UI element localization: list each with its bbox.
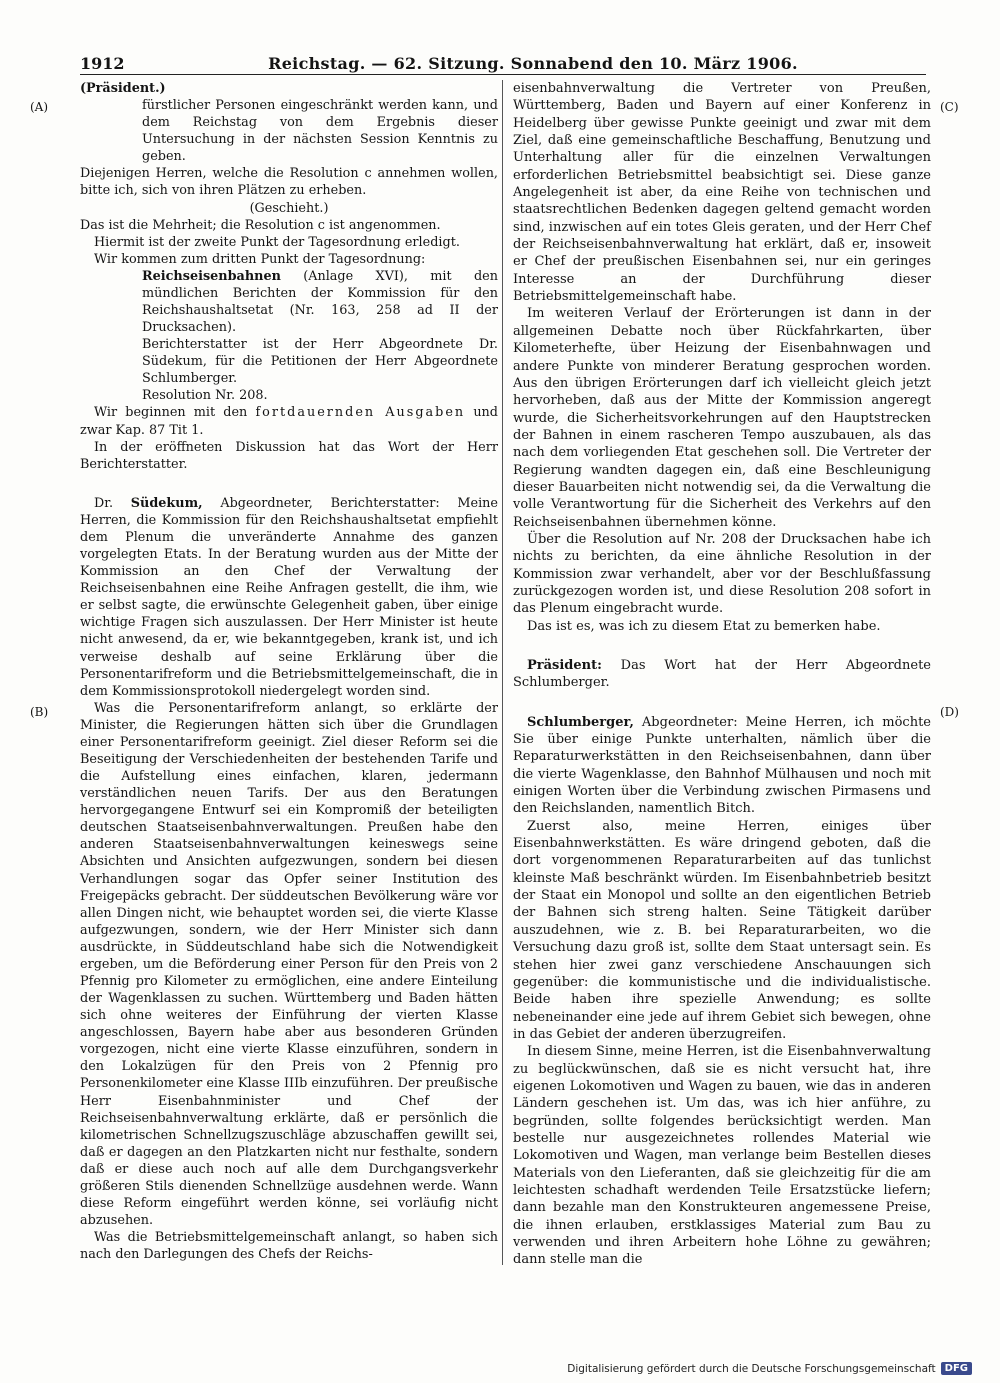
column-divider — [502, 80, 503, 1265]
left-column — [80, 80, 498, 1263]
speech-paragraph: Dr. Südekum, Abgeordneter, Berichterstatter: Meine Herren, die Kommission für den Reichshaushaltsetat empfiehlt dem Plenum die unveränderte Annahme des ganzen vorgelegten Etats. In der Beratung wurden aus der Mitte der Kommission an den Chef der Verwaltung der Reichseisenbahnen eine Reihe Anfragen gestellt, die ihm, wie er selbst sagte, die erwünschte Gelegenheit gaben, über einige wichtige Fragen sich auszulassen. Der Herr Minister ist heute nicht anwesend, da er, wie bekanntgegeben, krank ist, und ich verweise deshalb auf seine Erklärung über die Personentarifreform und die Betriebsmittelgemeinschaft, die in dem Kommissionsprotokoll niedergelegt worden sind. — [80, 495, 498, 699]
footer — [567, 1362, 972, 1375]
paragraph: Diejenigen Herren, welche die Resolution c annehmen wollen, bitte ich, sich von ihren Plätzen zu erheben. — [80, 166, 498, 199]
paragraph: Das ist es, was ich zu diesem Etat zu bemerken habe. — [527, 618, 881, 634]
margin-mark-a: (A) — [30, 100, 49, 114]
running-title: Reichstag. — 62. Sitzung. Sonnabend den 10. März 1906. — [268, 54, 798, 73]
paragraph: Zuerst also, meine Herren, einiges über Eisenbahnwerkstätten. Es wäre dringend geboten, daß die dort vorgenommenen Reparaturarbeiten auf das tunlichst kleinste Maß beschränkt würden. Im Eisenbahnbetrieb besitzt der Staat ein Monopol und sollte an den eigentlichen Betrieb der Bahnen sich streng halten. Seine Tätigkeit darüber auszudehnen, wie z. B. bei Reparaturarbeiten, wo die Versuchung dazu groß ist, sollte dem Staat untersagt sein. Es stehen hier zwei ganz verschiedene Anschauungen sich gegenüber: die kommunistische und die individualistische. Beide haben ihre spezielle Anwendung; es sollte nebeneinander eine jede auf ihrem Gebiet sich bewegen, ohne in das Gebiet der anderen überzugreifen. — [513, 818, 931, 1042]
paragraph: In diesem Sinne, meine Herren, ist die Eisenbahnverwaltung zu beglückwünschen, daß sie es nicht versucht hat, ihre eigenen Lokomotiven und Wagen zu bauen, wie das in anderen Ländern geschehen ist. Um das, was ich hier anführe, zu begründen, sollte folgendes berücksichtigt werden. Man bestelle nur ausgezeichnetes rollendes Material wie Lokomotiven und Wagen, man verlange beim Bestellen dieses Materials von den Lieferanten, daß sie gleichzeitig für die am leichtesten schadhaft werdenden Teile Ersatzstücke liefern; dann bezahle man den Konstrukteuren angemessene Preise, die ihnen erlauben, erstklassiges Material zum Bau zu verwenden und ihren Arbeitern hohe Löhne zu gewähren; dann stelle man die — [513, 1044, 931, 1268]
paragraph: Hiermit ist der zweite Punkt der Tagesordnung erledigt. — [94, 234, 460, 250]
paragraph: In der eröffneten Diskussion hat das Wort der Herr Berichterstatter. — [80, 439, 498, 472]
paragraph: Das ist die Mehrheit; die Resolution c ist angenommen. — [80, 217, 441, 233]
paragraph: Resolution Nr. 208. — [142, 388, 268, 404]
paragraph: Was die Betriebsmittelgemeinschaft anlangt, so haben sich nach den Darlegungen des Chefs der Reichs- — [80, 1230, 498, 1263]
paragraph: Wir beginnen mit den fortdauernden Ausgaben und zwar Kap. 87 Tit 1. — [80, 405, 498, 438]
paragraph: Berichterstatter ist der Herr Abgeordnete Dr. Südekum, für die Petitionen der Herr Abgeordnete Schlumberger. — [142, 337, 498, 387]
funding-note: Digitalisierung gefördert durch die Deutsche Forschungsgemeinschaft — [567, 1362, 936, 1375]
paragraph: Wir kommen zum dritten Punkt der Tagesordnung: — [94, 251, 426, 267]
speaker-name: Präsident: — [527, 658, 602, 673]
paragraph: Über die Resolution auf Nr. 208 der Drucksachen habe ich nichts zu berichten, da eine ähnliche Resolution in der Kommission zwar verhandelt, aber vor der Beschlußfassung zurückgezogen worden ist, und diese Resolution 208 sofort in das Plenum eingebracht wurde. — [513, 531, 931, 617]
agenda-item-title: Reichseisenbahnen — [142, 268, 281, 284]
paragraph: fürstlicher Personen eingeschränkt werden kann, und dem Reichstag von dem Ergebnis dieser Untersuchung in der nächsten Session Kenntnis zu geben. — [142, 98, 498, 165]
speaker-label: (Präsident.) — [80, 81, 166, 96]
speech-paragraph: Schlumberger, Abgeordneter: Meine Herren, ich möchte Sie über einige Punkte unterhalten, nämlich über die Reparaturwerkstätten in den Reichseisenbahnen, dann über die vierte Wagenklasse, den Bahnhof Mülhausen und noch mit einigen Worten über die Verbindung zwischen Pirmasens und den Reichslanden, namentlich Bitch. — [513, 714, 931, 817]
paragraph: eisenbahnverwaltung die Vertreter von Preußen, Württemberg, Baden und Bayern auf einer Konferenz in Heidelberg über gewisse Punkte geeinigt und zwar mit dem Ziel, daß eine gemeinschaftliche Beschaffung, Benutzung und Unterhaltung aller für die einzelnen Verwaltungen erforderlichen Betriebsmittel beabsichtigt sei. Diese ganze Angelegenheit ist aber, da eine Reihe von technischen und staatsrechtlichen Bedenken dagegen geltend gemacht worden sind, inzwischen auf ein totes Gleis geraten, und der Herr Chef der Reichseisenbahnverwaltung hat erklärt, daß er, insoweit er Chef der preußischen Eisenbahnen sei, nur ein geringes Interesse an der Durchführung dieser Betriebsmittelgemeinschaft habe. — [513, 81, 931, 305]
margin-mark-c: (C) — [940, 100, 959, 114]
dfg-logo: DFG — [941, 1362, 972, 1375]
paragraph: Was die Personentarifreform anlangt, so erklärte der Minister, die Regierungen hätten sich über die Grundlagen einer Personentarifreform geeinigt. Ziel dieser Reform sei die Beseitigung der Verschiedenheiten der bestehenden Tarife und die Aufstellung eines einfachen, klaren, jedermann verständlichen neuen Tarifs. Der aus den Beratungen hervorgegangene Entwurf sei ein Kompromiß der beteiligten deutschen Staatseisenbahnverwaltungen. Preußen habe den anderen Staatseisenbahnverwaltungen keineswegs seine Absichten und Ansichten aufgezwungen, sondern bei diesen Verhandlungen sogar das Opfer seiner Institution des Freigepäcks gebracht. Der süddeutschen Bevölkerung wäre vor allen Dingen nicht, wie behauptet worden sei, die vierte Klasse aufgezwungen, sondern, wie der Herr Minister sich dann ausdrückte, in Süddeutschland habe sich die Notwendigkeit ergeben, um die Beförderung einer Person für den Preis von 2 Pfennig pro Kilometer zu ermöglichen, eine andere Einteilung der Wagenklassen zu suchen. Württemberg und Baden hätten sich ohne weiteres der Einführung der vierten Klasse angeschlossen, Bayern habe aber aus besonderen Gründen vorgezogen, nicht eine vierte Klasse einzuführen, sondern in den Lokalzügen für den Preis von 2 Pfennig pro Personenkilometer eine Klasse IIIb einzuführen. Der preußische Herr Eisenbahnminister und Chef der Reichseisenbahnverwaltung erklärte, daß er persönlich die kilometrischen Schnellzugszuschläge abzuschaffen gewillt sei, daß er dagegen an den Platzkarten nicht nur festhalte, sondern daß er diese auch noch auf alle dem Durchgangsverkehr größeren Stils dienenden Schnellzüge ausdehnen werde. Wann diese Reform eingeführt werden könne, sei vorläufig nicht abzusehen. — [80, 700, 498, 1229]
page-number: 1912 — [80, 54, 125, 73]
speaker-name: Südekum, — [130, 495, 203, 511]
page-header — [80, 54, 926, 73]
header-rule — [80, 74, 926, 75]
stage-note: (Geschieht.) — [249, 200, 329, 216]
agenda-item: Reichseisenbahnen (Anlage XVI), mit den mündlichen Berichten der Kommission für den Reichshaushaltsetat (Nr. 163, 258 ad II der Drucksachen). — [142, 268, 498, 336]
margin-mark-b: (B) — [30, 705, 49, 719]
speech-paragraph: Präsident: Das Wort hat der Herr Abgeordnete Schlumberger. — [513, 658, 931, 691]
right-column — [513, 80, 931, 1269]
paragraph: Im weiteren Verlauf der Erörterungen ist dann in der allgemeinen Debatte noch über Rückfahrkarten, über Kilometerhefte, über Heizung der Eisenbahnwagen und andere Punkte von minderer Beratung gesprochen worden. Aus den übrigen Erörterungen darf ich vielleicht gleich jetzt hervorheben, daß aus der Mitte der Kommission angeregt wurde, die Sicherheitsvorkehrungen auf den Hauptstrecken der Bahnen in einem rascheren Tempo auszubauen, als das nach dem vorliegenden Etat geschehen soll. Die Vertreter der Regierung wandten dagegen ein, daß eine Beschleunigung dieser Bauarbeiten nicht notwendig sei, da die Verwaltung die volle Verantwortung für die Sicherheit des Verkehrs auf den Reichseisenbahnen übernehmen könne. — [513, 306, 931, 530]
speaker-name: Schlumberger, — [527, 714, 634, 730]
margin-mark-d: (D) — [940, 705, 959, 719]
